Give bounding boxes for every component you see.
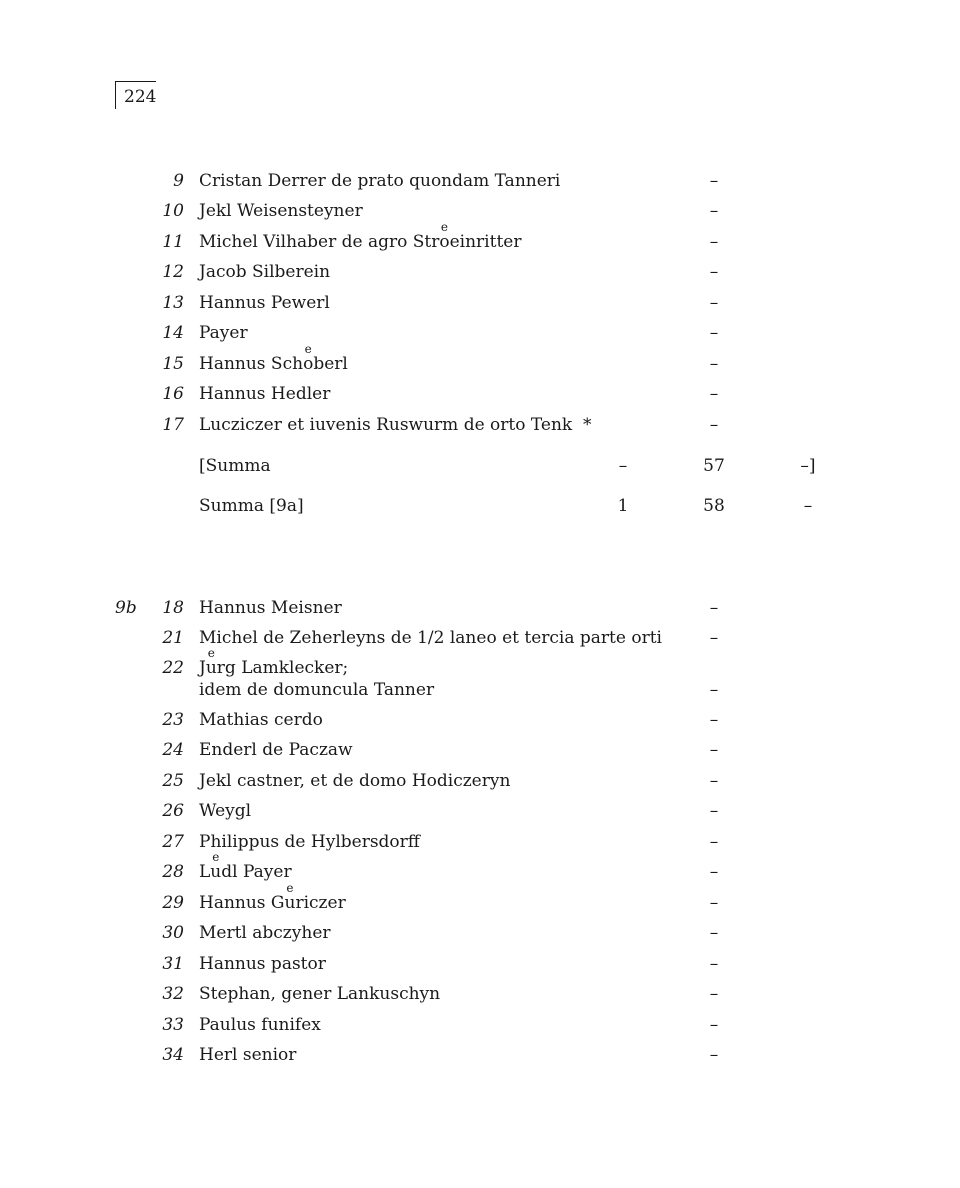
entry-value: –	[709, 680, 719, 700]
entry-name: Weygl	[199, 801, 252, 821]
name-line-2: idem de domuncula Tanner	[199, 680, 435, 700]
entry-name	[199, 881, 346, 914]
entry-number: 11	[162, 232, 184, 252]
entry-number: 23	[162, 710, 184, 730]
entry-value: –	[709, 354, 719, 374]
entry-number: 22	[162, 658, 184, 678]
name-part: dl Payer	[221, 862, 292, 882]
entry-number: 31	[162, 954, 184, 974]
summa-value-2: 58	[703, 496, 725, 516]
entry-number: 24	[162, 740, 184, 760]
entry-number: 15	[162, 354, 184, 374]
entry-number: 12	[162, 262, 184, 282]
entry-name: Jekl Weisensteyner	[199, 201, 363, 221]
entry-number: 32	[162, 984, 184, 1004]
entry-value: –	[709, 923, 719, 943]
entry-number: 16	[162, 384, 184, 404]
entry-value: –	[709, 893, 719, 913]
entry-name	[199, 220, 522, 253]
entry-name: Mathias cerdo	[199, 710, 323, 730]
entry-value: –	[709, 201, 719, 221]
entry-name: Jekl castner, et de domo Hodiczeryn	[199, 771, 511, 791]
summa-value-2: 57	[703, 456, 725, 476]
entry-value: –	[709, 954, 719, 974]
entry-value: –	[709, 862, 719, 882]
name-part: L	[199, 862, 211, 882]
name-part: rg Lamklecker;	[216, 658, 349, 678]
entry-name: Hannus Pewerl	[199, 293, 330, 313]
entry-value: –	[709, 801, 719, 821]
entry-name	[199, 646, 435, 701]
entry-name: Philippus de Hylbersdorff	[199, 832, 420, 852]
entry-value: –	[709, 1045, 719, 1065]
entry-value: –	[709, 832, 719, 852]
entry-value: –	[709, 232, 719, 252]
entry-value: –	[709, 415, 719, 435]
entry-value: –	[709, 323, 719, 343]
entry-value: –	[709, 1015, 719, 1035]
entry-number: 13	[162, 293, 184, 313]
entry-value: –	[709, 771, 719, 791]
entry-number: 10	[162, 201, 184, 221]
name-part: riczer	[295, 893, 346, 913]
entry-name: Paulus funifex	[199, 1015, 321, 1035]
superscript-e: e	[440, 220, 449, 234]
entry-value: –	[709, 171, 719, 191]
name-part: J	[199, 658, 206, 678]
entry-value: –	[709, 710, 719, 730]
entry-number: 27	[162, 832, 184, 852]
entry-name	[199, 850, 292, 883]
superscript-e: e	[212, 850, 220, 864]
summa-value-3: –]	[800, 456, 816, 476]
entry-number: 25	[162, 771, 184, 791]
entry-name: Enderl de Paczaw	[199, 740, 353, 760]
entry-name: Hannus pastor	[199, 954, 326, 974]
name-part: Hannus Sch	[199, 354, 304, 374]
entry-value: –	[709, 262, 719, 282]
entry-value: –	[709, 598, 719, 618]
entry-value: –	[709, 293, 719, 313]
entry-value: –	[709, 740, 719, 760]
superscript-e: e	[207, 646, 215, 660]
entry-number: 26	[162, 801, 184, 821]
entry-name: Hannus Hedler	[199, 384, 331, 404]
name-part: Hannus G	[199, 893, 285, 913]
superscript-letter	[210, 850, 222, 883]
folio-marker: 9b	[115, 598, 137, 618]
name-part: berl	[313, 354, 348, 374]
entry-number: 17	[162, 415, 184, 435]
base-letter: u	[210, 862, 222, 882]
superscript-letter	[284, 881, 296, 914]
superscript-e: e	[304, 342, 312, 356]
entry-name: Hannus Meisner	[199, 598, 342, 618]
entry-name: Stephan, gener Lankuschyn	[199, 984, 441, 1004]
entry-number: 30	[162, 923, 184, 943]
superscript-e: e	[286, 881, 294, 895]
entry-number: 21	[162, 628, 184, 648]
summa-value-1: –	[618, 456, 628, 476]
entry-name: Herl senior	[199, 1045, 297, 1065]
base-letter: u	[205, 658, 217, 678]
name-part: einritter	[449, 232, 522, 252]
summa-value-3: –	[803, 496, 813, 516]
entry-name: Payer	[199, 323, 248, 343]
entry-number: 34	[162, 1045, 184, 1065]
entry-number: 33	[162, 1015, 184, 1035]
entry-value: –	[709, 984, 719, 1004]
entry-number: 28	[162, 862, 184, 882]
page-number: 224	[115, 81, 156, 109]
entry-number: 18	[162, 598, 184, 618]
entry-number: 9	[173, 171, 184, 191]
entry-name: Mertl abczyher	[199, 923, 331, 943]
superscript-letter	[303, 342, 314, 375]
superscript-letter	[205, 646, 217, 679]
superscript-letter	[439, 220, 450, 253]
entry-name: Lucziczer et iuvenis Ruswurm de orto Tenk *	[199, 415, 592, 435]
base-letter: o	[439, 232, 450, 252]
summa-label: Summa [9a]	[199, 496, 304, 516]
entry-number: 14	[162, 323, 184, 343]
entry-value: –	[709, 628, 719, 648]
entry-name: Michel de Zeherleyns de 1/2 laneo et tercia parte orti	[199, 628, 662, 648]
base-letter: o	[303, 354, 314, 374]
entry-value: –	[709, 384, 719, 404]
summa-value-1: 1	[617, 496, 629, 516]
summa-label: [Summa	[199, 456, 271, 476]
entry-name: Jacob Silberein	[199, 262, 331, 282]
entry-name	[199, 342, 348, 375]
entry-number: 29	[162, 893, 184, 913]
base-letter: u	[284, 893, 296, 913]
name-part: Michel Vilhaber de agro Str	[199, 232, 440, 252]
entry-name: Cristan Derrer de prato quondam Tanneri	[199, 171, 561, 191]
